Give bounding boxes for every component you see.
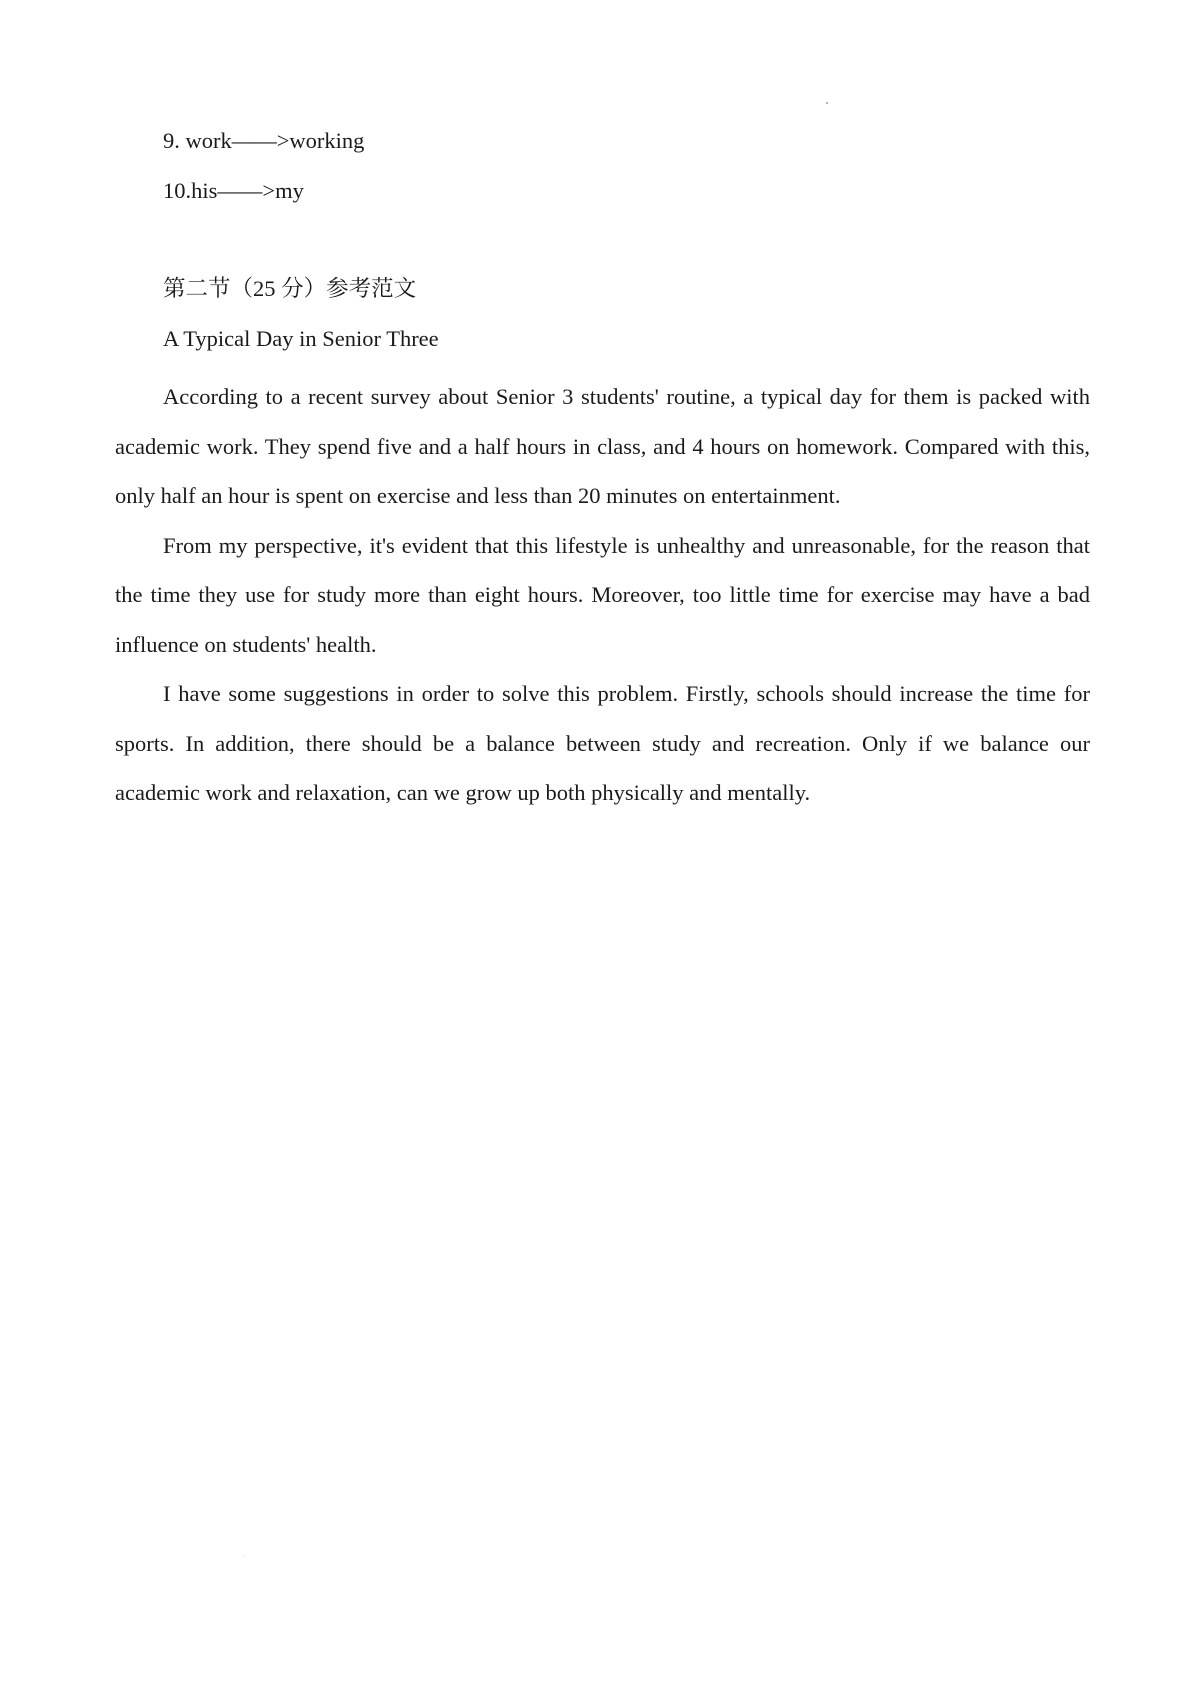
essay-body bbox=[115, 372, 1090, 818]
answer-item-10: 10.his——>my bbox=[163, 178, 304, 203]
essay-paragraph-2: From my perspective, it's evident that this lifestyle is unhealthy and unreasonable, for the reason that the time they use for study more than eight hours. Moreover, too little time for exercise may have a bad influence on students' health. bbox=[115, 532, 1090, 657]
essay-title: A Typical Day in Senior Three bbox=[163, 326, 439, 351]
essay-paragraph-3: I have some suggestions in order to solve this problem. Firstly, schools should increase the time for sports. In addition, there should be a balance between study and recreation. Only if we balance our academic work and relaxation, can we grow up both physically and mentally. bbox=[115, 681, 1090, 805]
scan-speck bbox=[243, 1556, 244, 1557]
answer-item-9: 9. work——>working bbox=[163, 128, 365, 153]
section-heading: 第二节（25 分）参考范文 bbox=[163, 276, 417, 301]
essay-paragraph-1: According to a recent survey about Senior 3 students' routine, a typical day for them is packed with academic work. They spend five and a half hours in class, and 4 hours on homework. Compared with this, only half an hour is spent on exercise and less than 20 minutes on entertainment. bbox=[115, 384, 1090, 508]
scan-speck bbox=[826, 102, 828, 104]
